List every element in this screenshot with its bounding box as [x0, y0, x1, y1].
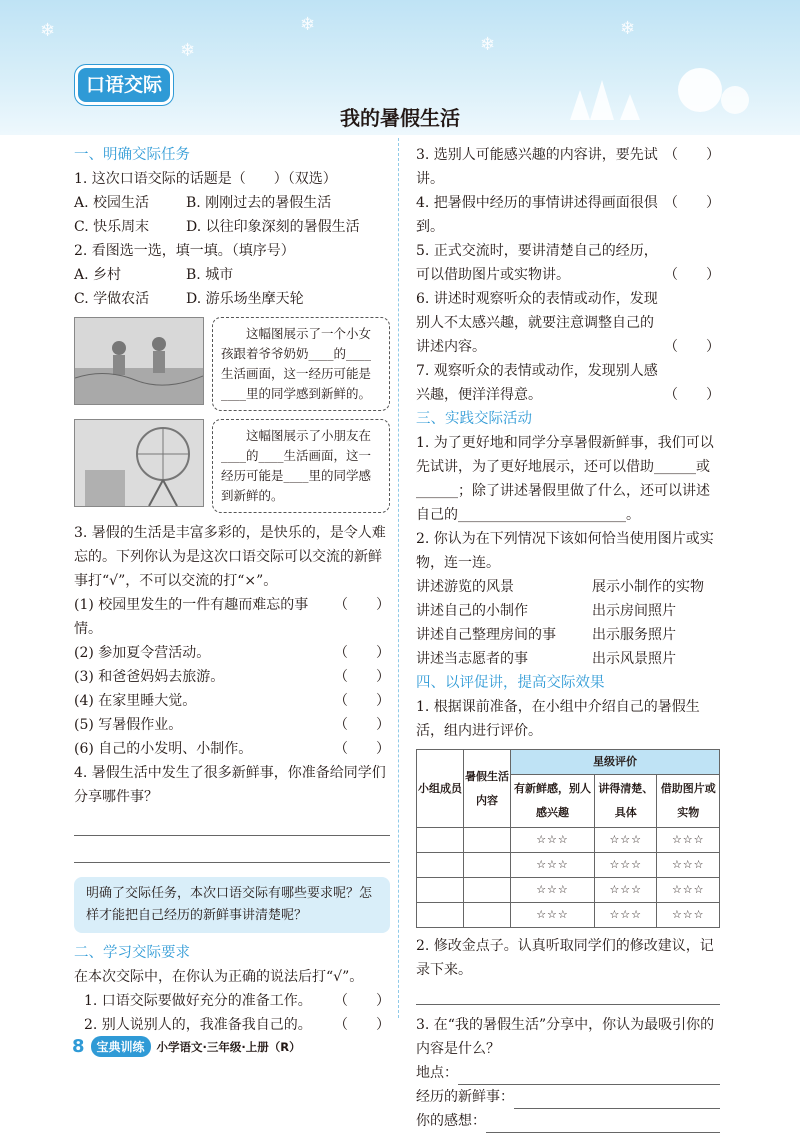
farm-work-illustration	[74, 317, 204, 405]
snowflake-icon: ❄	[620, 18, 636, 39]
evaluation-table	[416, 749, 720, 928]
option: A. 乡村	[74, 267, 122, 283]
judge-item: (6) 自己的小发明、小制作。	[74, 741, 253, 757]
table-cell[interactable]	[464, 878, 511, 903]
judge-item: (4) 在家里睡大觉。	[74, 693, 197, 709]
judge-item: 3. 选别人可能感兴趣的内容讲，要先试讲。	[416, 147, 658, 187]
brand-logo: 宝典训练	[91, 1036, 151, 1057]
star-rating[interactable]: ☆☆☆	[511, 853, 595, 878]
event-input-line[interactable]	[514, 1088, 720, 1109]
star-rating[interactable]: ☆☆☆	[594, 853, 657, 878]
table-subheader: 有新鲜感，别人感兴趣	[511, 775, 595, 828]
option: C. 快乐周末	[74, 219, 150, 235]
judge-item: 5. 正式交流时，要讲清楚自己的经历，可以借助图片或实物讲。	[416, 243, 658, 283]
column-divider	[398, 138, 399, 1018]
table-cell[interactable]	[464, 853, 511, 878]
table-header: 星级评价	[511, 750, 720, 775]
practice-question-1: 1. 为了更好地和同学分享暑假新鲜事，我们可以先试讲，为了更好地展示，还可以借助______或______；除了讲述暑假里做了什么，还可以讲述自己的________________________。	[416, 435, 714, 523]
question-2-stem: 2. 看图选一选，填一填。（填序号）	[74, 243, 295, 259]
page-footer	[72, 1036, 301, 1057]
star-rating[interactable]: ☆☆☆	[594, 878, 657, 903]
table-subheader: 讲得清楚、具体	[594, 775, 657, 828]
answer-paren[interactable]: （ ）	[334, 1017, 390, 1033]
place-input-line[interactable]	[458, 1064, 720, 1085]
star-rating[interactable]: ☆☆☆	[511, 828, 595, 853]
tip-box: 明确了交际任务，本次口语交际有哪些要求呢？怎样才能把自己经历的新鲜事讲清楚呢？	[74, 877, 390, 933]
table-row	[417, 903, 720, 928]
table-cell[interactable]	[417, 853, 464, 878]
match-left-item[interactable]: 讲述自己整理房间的事	[416, 627, 556, 643]
answer-paren[interactable]: （ ）	[334, 693, 390, 709]
judge-item: (1) 校园里发生的一件有趣而难忘的事情。	[74, 597, 309, 637]
answer-line[interactable]	[74, 813, 390, 836]
answer-paren[interactable]: （ ）	[664, 147, 720, 163]
answer-paren[interactable]: （ ）	[334, 717, 390, 733]
option: B. 刚刚过去的暑假生活	[186, 195, 332, 211]
judge-item: 4. 把暑假中经历的事情讲述得画面很倶到。	[416, 195, 658, 235]
option: D. 以往印象深刻的暑假生活	[186, 219, 360, 235]
course-label: 小学语文·三年级·上册（R）	[156, 1039, 301, 1054]
snowflake-icon: ❄	[40, 20, 56, 41]
answer-paren[interactable]: （ ）	[334, 993, 390, 1009]
practice-question-2: 2. 你认为在下列情况下该如何恰当使用图片或实物，连一连。	[416, 531, 714, 571]
table-subheader: 借助图片或实物	[657, 775, 720, 828]
answer-paren[interactable]: （ ）	[664, 387, 720, 403]
answer-line[interactable]	[74, 840, 390, 863]
answer-paren[interactable]: （ ）	[334, 645, 390, 661]
star-rating[interactable]: ☆☆☆	[657, 878, 720, 903]
section-heading: 四、以评促讲，提高交际效果	[416, 675, 605, 691]
answer-paren[interactable]: （ ）	[334, 669, 390, 685]
right-column	[416, 143, 720, 1133]
star-rating[interactable]: ☆☆☆	[594, 828, 657, 853]
match-left-item[interactable]: 讲述自己的小制作	[416, 603, 528, 619]
snowflake-icon: ❄	[300, 14, 316, 35]
table-header: 小组成员	[417, 750, 464, 828]
answer-paren[interactable]: （ ）	[664, 339, 720, 355]
answer-paren[interactable]: （ ）	[664, 267, 720, 283]
option: C. 学做农活	[74, 291, 150, 307]
section-heading: 三、实践交际活动	[416, 411, 532, 427]
table-cell[interactable]	[417, 878, 464, 903]
judge-item: 6. 讲述时观察听众的表情或动作，发现别人不太感兴趣，就要注意调整自己的讲述内容。	[416, 291, 658, 355]
star-rating[interactable]: ☆☆☆	[657, 903, 720, 928]
option: A. 校园生活	[74, 195, 150, 211]
field-label: 你的感想：	[416, 1113, 486, 1129]
match-left-item[interactable]: 讲述当志愿者的事	[416, 651, 528, 667]
feeling-input-line[interactable]	[486, 1112, 720, 1133]
table-cell[interactable]	[464, 828, 511, 853]
match-right-item[interactable]: 出示风景照片	[592, 651, 676, 667]
answer-paren[interactable]: （ ）	[334, 597, 390, 613]
page-title: 我的暑假生活	[340, 106, 460, 130]
judge-item: 7. 观察听众的表情或动作，发现别人感兴趣，便洋洋得意。	[416, 363, 658, 403]
question-1-stem: 1. 这次口语交际的话题是（ ）（双选）	[74, 171, 337, 187]
answer-paren[interactable]: （ ）	[334, 741, 390, 757]
answer-line[interactable]	[416, 982, 720, 1005]
table-cell[interactable]	[417, 903, 464, 928]
review-question-2: 2. 修改金点子。认真听取同学们的修改建议，记录下来。	[416, 938, 714, 978]
speech-bubble: 这幅图展示了一个小女孩跟着爷爷奶奶____的____生活画面，这一经历可能是____里的同学感到新鲜的。	[212, 317, 390, 411]
star-rating[interactable]: ☆☆☆	[594, 903, 657, 928]
table-row	[417, 853, 720, 878]
match-right-item[interactable]: 展示小制作的实物	[592, 579, 704, 595]
ferris-wheel-illustration	[74, 419, 204, 507]
speech-bubble: 这幅图展示了小朋友在____的____生活画面，这一经历可能是____里的同学感到新鲜的。	[212, 419, 390, 513]
oral-communication-badge: 口语交际	[78, 68, 170, 102]
question-3-stem: 3. 暑假的生活是丰富多彩的，是快乐的，是令人难忘的。下列你认为是这次口语交际可以交流的新鲜事打“√”，不可以交流的打“×”。	[74, 525, 386, 589]
star-rating[interactable]: ☆☆☆	[511, 903, 595, 928]
option: D. 游乐场坐摩天轮	[186, 291, 304, 307]
review-question-3: 3. 在“我的暑假生活”分享中，你认为最吸引你的内容是什么？	[416, 1017, 715, 1057]
judge-item: (3) 和爸爸妈妈去旅游。	[74, 669, 225, 685]
section-heading: 二、学习交际要求	[74, 945, 190, 961]
table-cell[interactable]	[417, 828, 464, 853]
page-number: 8	[72, 1036, 85, 1057]
option: B. 城市	[186, 267, 234, 283]
judge-item: 1. 口语交际要做好充分的准备工作。	[84, 993, 312, 1009]
field-label: 经历的新鲜事：	[416, 1089, 514, 1105]
table-row	[417, 828, 720, 853]
star-rating[interactable]: ☆☆☆	[657, 853, 720, 878]
section-intro: 在本次交际中，在你认为正确的说法后打“√”。	[74, 969, 364, 985]
answer-paren[interactable]: （ ）	[664, 195, 720, 211]
judge-item: 2. 别人说别人的，我准备我自己的。	[84, 1017, 312, 1033]
question-4-stem: 4. 暑假生活中发生了很多新鲜事，你准备给同学们分享哪件事？	[74, 765, 386, 805]
snowflake-icon: ❄	[480, 34, 496, 55]
match-left-item[interactable]: 讲述游览的风景	[416, 579, 514, 595]
star-rating[interactable]: ☆☆☆	[511, 878, 595, 903]
match-right-item[interactable]: 出示房间照片	[592, 603, 676, 619]
table-header: 暑假生活内容	[464, 750, 511, 828]
judge-item: (5) 写暑假作业。	[74, 717, 183, 733]
star-rating[interactable]: ☆☆☆	[657, 828, 720, 853]
judge-item: (2) 参加夏令营活动。	[74, 645, 211, 661]
table-row	[417, 878, 720, 903]
field-label: 地点：	[416, 1065, 458, 1081]
review-question-1: 1. 根据课前准备，在小组中介绍自己的暑假生活，组内进行评价。	[416, 699, 700, 739]
left-column	[74, 143, 390, 1037]
snowflake-icon: ❄	[180, 40, 196, 61]
section-heading: 一、明确交际任务	[74, 147, 190, 163]
match-right-item[interactable]: 出示服务照片	[592, 627, 676, 643]
table-cell[interactable]	[464, 903, 511, 928]
